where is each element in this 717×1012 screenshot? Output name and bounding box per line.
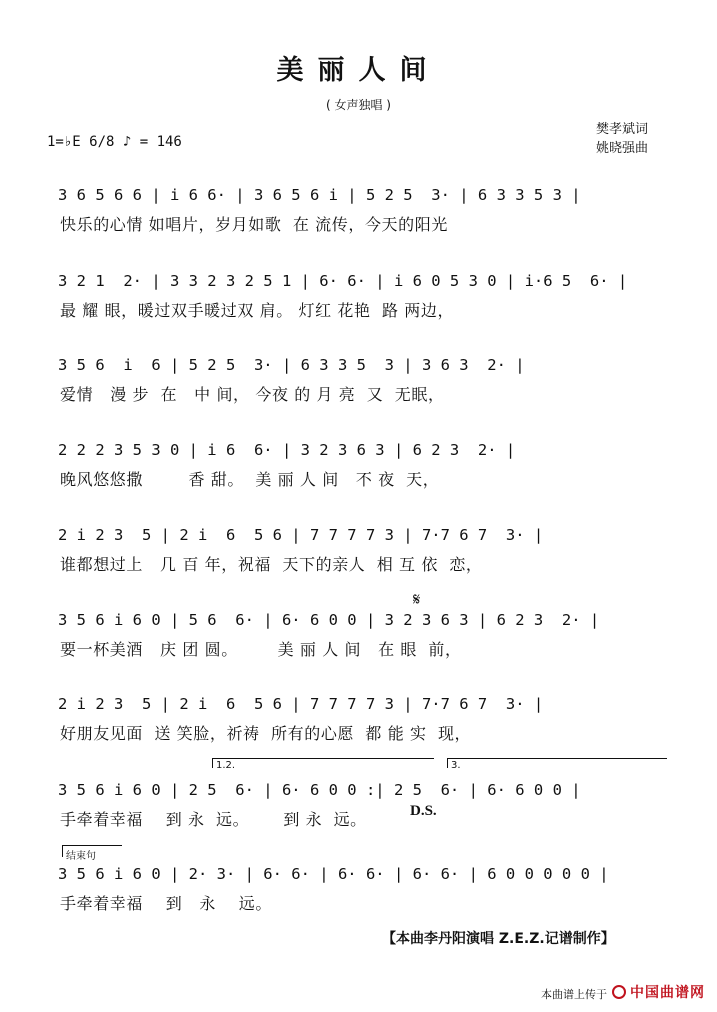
lyrics-line-4: 晚风悠悠撒 香 甜。 美 丽 人 间 不 夜 天， [60,470,440,489]
volta-1-bracket-edge [212,758,213,768]
volta-3-label: 3. [451,760,461,771]
key-signature: 1=♭E 6/8 ♪ = 146 [47,134,182,150]
notation-line-7: 2 i 2 3 5 | 2 i 6 5 6 | 7 7 7 7 3 | 7·7 6 7 3· | [58,695,544,713]
notation-line-4: 2 2 2 3 5 3 0 | i 6 6· | 3 2 3 6 3 | 6 2 3 2· | [58,441,516,459]
notation-line-1: 3 6 5 6 6 | i 6 6· | 3 6 5 6 i | 5 2 5 3· | 6 3 3 5 3 | [58,186,581,204]
lyrics-line-8: 手牵着幸福 到 永 远。 到 永 远。 [60,810,367,829]
performer-credit: 【本曲李丹阳演唱 Z.E.Z.记谱制作】 [382,931,615,947]
segno-sign: 𝄋 [413,590,421,610]
song-subtitle: ( 女声独唱 ) [326,98,391,112]
notation-line-8: 3 5 6 i 6 0 | 2 5 6· | 6· 6 0 0 :| 2 5 6· | 6· 6 0 0 | [58,781,581,799]
lyricist: 樊孝斌词 [596,122,649,137]
lyrics-line-9: 手牵着幸福 到 永 远。 [60,894,272,913]
coda-bracket [62,845,122,846]
song-title: 美丽人间 [276,55,441,86]
lyrics-line-6: 要一杯美酒 庆 团 圆。 美 丽 人 间 在 眼 前， [60,640,462,659]
notation-line-3: 3 5 6 i 6 | 5 2 5 3· | 6 3 3 5 3 | 3 6 3 2· | [58,356,525,374]
lyrics-line-3: 爱情 漫 步 在 中 间， 今夜 的 月 亮 又 无眠， [60,385,445,404]
volta-3-bracket [447,758,667,759]
site-name[interactable]: 中国曲谱网 [630,985,705,1001]
credits [596,120,648,158]
notation-line-5: 2 i 2 3 5 | 2 i 6 5 6 | 7 7 7 7 3 | 7·7 6 7 3· | [58,526,544,544]
notation-line-9: 3 5 6 i 6 0 | 2· 3· | 6· 6· | 6· 6· | 6· 6· | 6 0 0 0 0 0 | [58,865,609,883]
notation-line-6: 3 5 6 i 6 0 | 5 6 6· | 6· 6 0 0 | 3 2 3 6 3 | 6 2 3 2· | [58,611,600,629]
ds-marking: D.S. [410,803,437,819]
composer: 姚晓强曲 [596,141,649,156]
notation-line-2: 3 2 1 2· | 3 3 2 3 2 5 1 | 6· 6· | i 6 0 5 3 0 | i·6 5 6· | [58,272,628,290]
volta-1-label: 1.2. [216,760,236,771]
site-logo-icon [612,985,626,999]
lyrics-line-7: 好朋友见面 送 笑脸，祈祷 所有的心愿 都 能 实 现， [60,724,472,743]
volta-3-bracket-edge [447,758,448,768]
coda-label: 结束句 [66,851,96,862]
lyrics-line-1: 快乐的心情 如唱片，岁月如歌 在 流传，今天的阳光 [60,215,448,234]
lyrics-line-2: 最 耀 眼，暖过双手暖过双 肩。 灯红 花艳 路 两边， [60,301,455,320]
upload-note: 本曲谱上传于 [541,988,607,1001]
lyrics-line-5: 谁都想过上 几 百 年，祝福 天下的亲人 相 互 依 恋， [60,555,483,574]
coda-bracket-edge [62,845,63,857]
volta-1-bracket [212,758,434,759]
